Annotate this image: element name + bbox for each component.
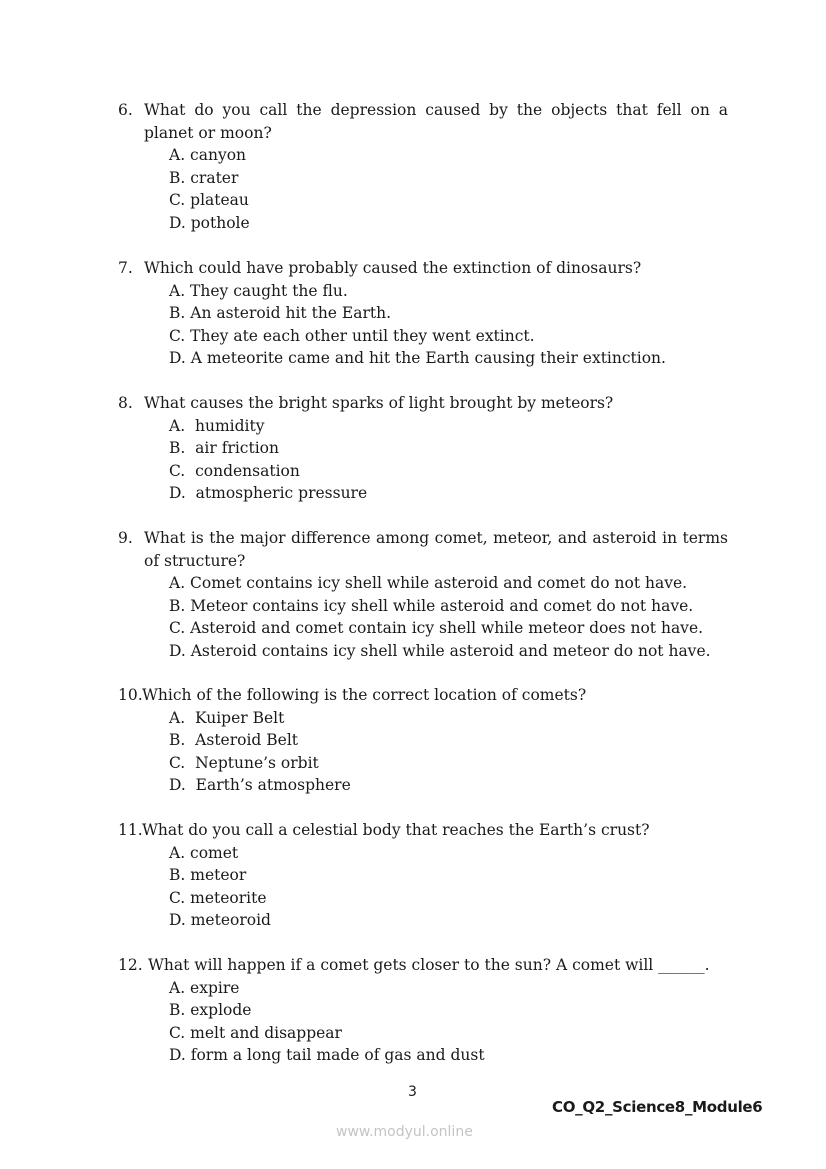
question-number: 10. bbox=[118, 686, 143, 704]
option-d: D. pothole bbox=[169, 213, 250, 232]
question-stem: Which of the following is the correct location of comets? bbox=[142, 686, 587, 704]
question-7 bbox=[0, 257, 826, 370]
question-number: 8. bbox=[118, 394, 133, 412]
option-a: A. Kuiper Belt bbox=[169, 708, 285, 727]
option-a: A. expire bbox=[169, 978, 240, 997]
option-c: C. melt and disappear bbox=[169, 1023, 342, 1042]
option-b: B. explode bbox=[169, 1001, 252, 1019]
question-stem: What do you call a celestial body that reaches the Earth’s crust? bbox=[142, 821, 650, 839]
option-d: D. A meteorite came and hit the Earth causing their extinction. bbox=[169, 349, 666, 367]
question-12 bbox=[0, 954, 826, 1067]
question-11 bbox=[0, 819, 826, 932]
option-c: C. Asteroid and comet contain icy shell while meteor does not have. bbox=[169, 619, 704, 637]
question-number: 12. bbox=[118, 956, 143, 974]
question-number: 11. bbox=[118, 821, 143, 839]
question-stem: Which could have probably caused the extinction of dinosaurs? bbox=[144, 259, 642, 277]
option-a: A. They caught the flu. bbox=[169, 281, 348, 300]
option-c: C. plateau bbox=[169, 191, 249, 209]
option-d: D. Earth’s atmosphere bbox=[169, 776, 351, 794]
question-stem: What causes the bright sparks of light brought by meteors? bbox=[144, 394, 614, 412]
option-b: B. Asteroid Belt bbox=[169, 731, 299, 749]
question-number: 7. bbox=[118, 259, 133, 277]
question-8 bbox=[0, 392, 826, 505]
question-10 bbox=[0, 684, 826, 797]
option-b: B. crater bbox=[169, 168, 239, 187]
option-d: D. form a long tail made of gas and dust bbox=[169, 1046, 485, 1064]
question-stem: What do you call the depression caused by the objects that fell on a planet or moon? bbox=[144, 101, 728, 142]
question-number: 6. bbox=[118, 101, 133, 119]
option-b: B. meteor bbox=[169, 866, 247, 884]
option-b: B. An asteroid hit the Earth. bbox=[169, 304, 392, 322]
option-a: A. Comet contains icy shell while asteroid and comet do not have. bbox=[169, 574, 688, 592]
option-b: B. air friction bbox=[169, 439, 279, 457]
option-c: C. meteorite bbox=[169, 888, 267, 907]
option-c: C. They ate each other until they went extinct. bbox=[169, 326, 535, 345]
option-d: D. Asteroid contains icy shell while asteroid and meteor do not have. bbox=[169, 641, 711, 660]
question-9 bbox=[0, 527, 826, 662]
option-d: D. atmospheric pressure bbox=[169, 484, 368, 502]
module-code: CO_Q2_Science8_Module6 bbox=[552, 1098, 763, 1116]
option-d: D. meteoroid bbox=[169, 911, 271, 929]
option-c: C. condensation bbox=[169, 461, 300, 480]
question-stem: What will happen if a comet gets closer to the sun? A comet will ______. bbox=[148, 956, 710, 974]
question-6 bbox=[0, 99, 826, 234]
watermark: www.modyul.online bbox=[336, 1124, 473, 1140]
option-a: A. canyon bbox=[169, 146, 247, 164]
page-number: 3 bbox=[408, 1084, 417, 1100]
option-a: A. comet bbox=[169, 843, 239, 862]
question-stem: What is the major difference among comet, meteor, and asteroid in terms of structure? bbox=[144, 529, 728, 570]
question-number: 9. bbox=[118, 529, 133, 547]
option-c: C. Neptune’s orbit bbox=[169, 753, 319, 772]
option-a: A. humidity bbox=[169, 416, 265, 435]
option-b: B. Meteor contains icy shell while asteroid and comet do not have. bbox=[169, 596, 694, 615]
